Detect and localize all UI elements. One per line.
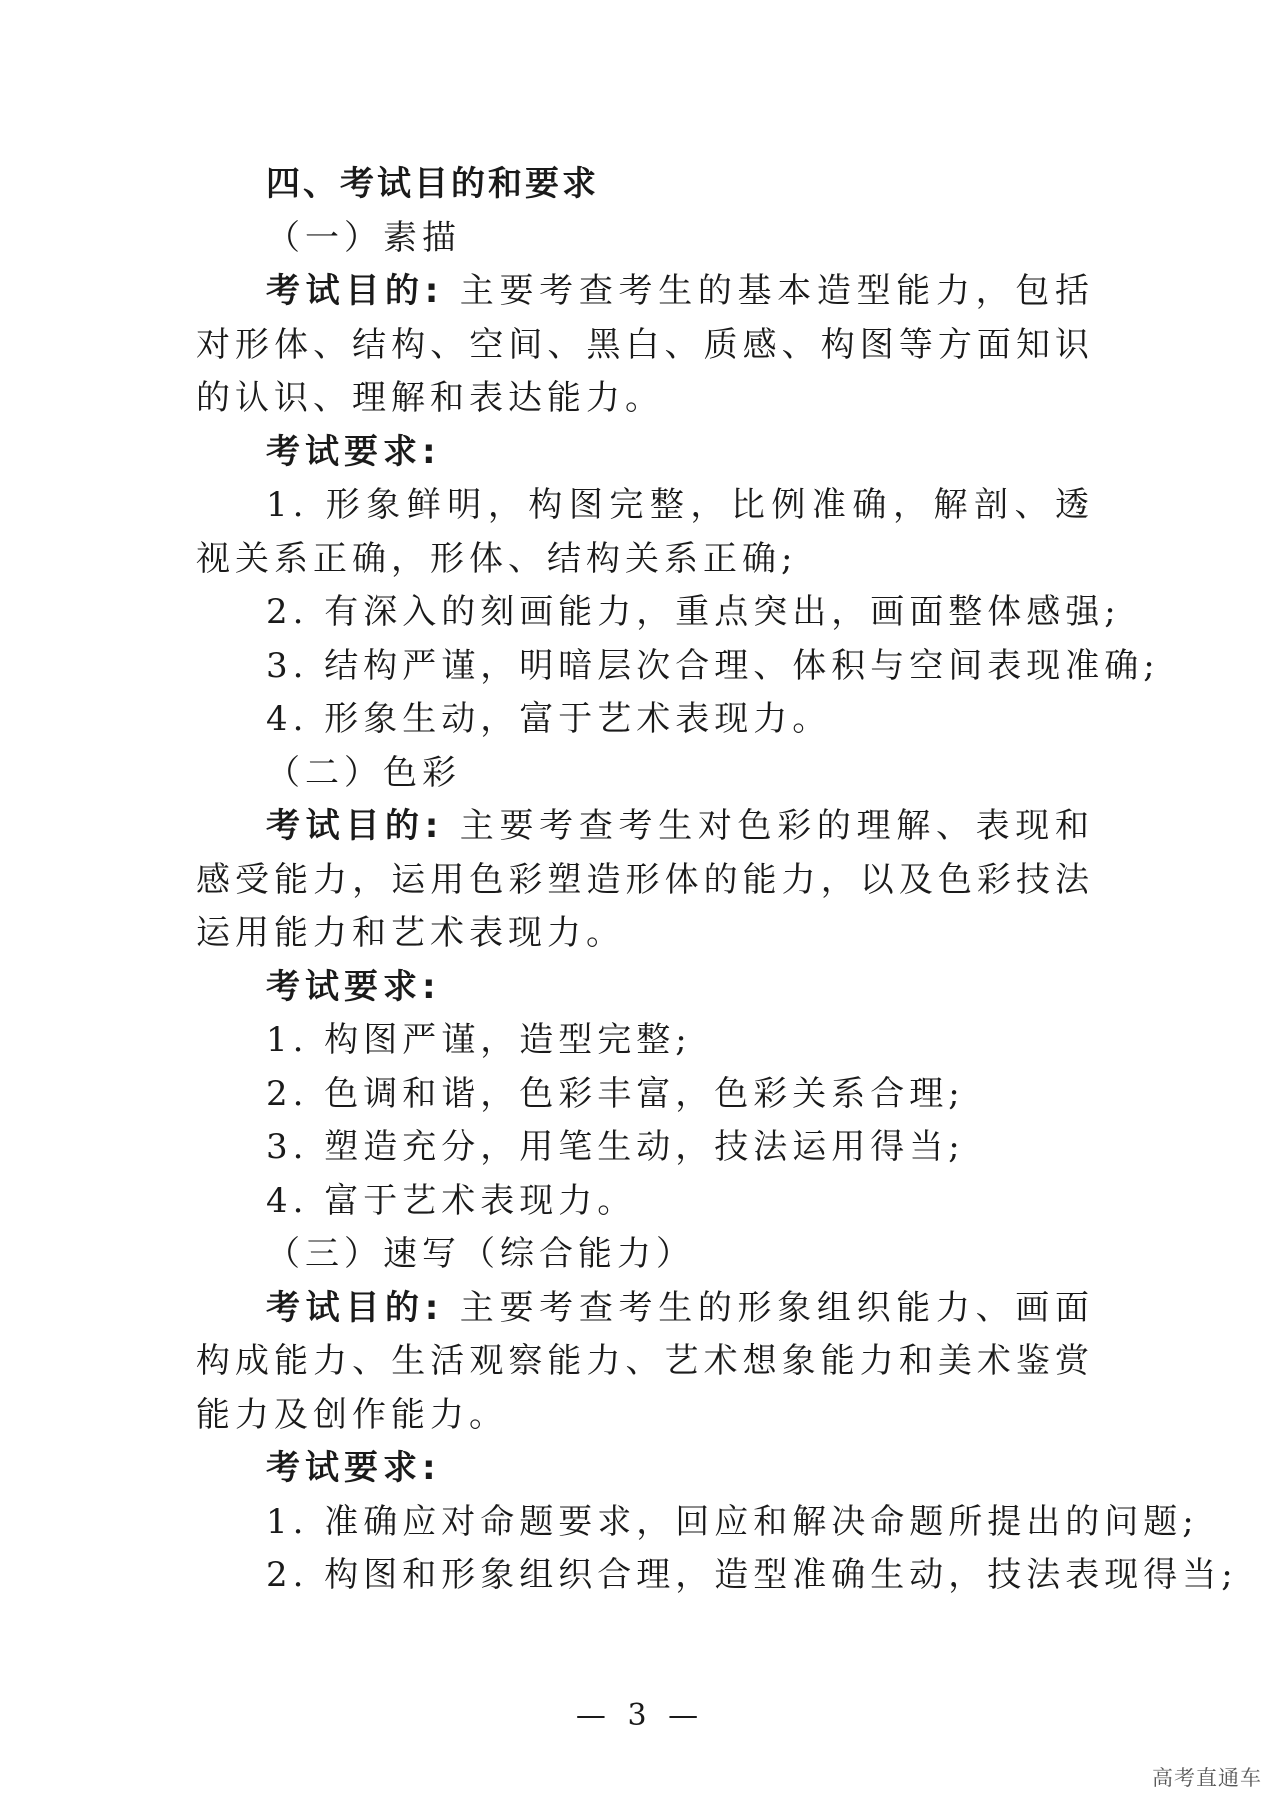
requirements-label-sketching: 考试要求: <box>266 1448 441 1488</box>
requirement-item: 2. 色调和谐，色彩丰富，色彩关系合理; <box>266 1073 965 1114</box>
purpose-label: 考试目的: <box>266 806 444 846</box>
watermark-text: 高考直通车 <box>1152 1766 1262 1790</box>
requirement-item: 4. 形象生动，富于艺术表现力。 <box>266 699 832 739</box>
requirement-item: 1. 构图严谨，造型完整; <box>266 1020 692 1060</box>
document-body <box>196 158 1238 1603</box>
purpose-text: 主要考查考生对色彩的理解、表现和感受能力，运用色彩塑造形体的能力，以及色彩技法运用能力和艺术表现力。 <box>196 806 1094 953</box>
requirement-item: 1. 准确应对命题要求，回应和解决命题所提出的问题; <box>266 1501 1199 1542</box>
requirements-label-color: 考试要求: <box>266 966 441 1007</box>
purpose-label: 考试目的: <box>266 271 444 311</box>
requirements-label-sketch: 考试要求: <box>266 431 441 472</box>
purpose-paragraph-sketching <box>196 1282 1094 1443</box>
requirement-item: 3. 结构严谨，明暗层次合理、体积与空间表现准确; <box>266 645 1160 686</box>
subsection-title-color: （二）色彩 <box>266 752 461 793</box>
subsection-title-sketching: （三）速写（综合能力） <box>266 1234 695 1274</box>
purpose-label: 考试目的: <box>266 1287 444 1328</box>
purpose-paragraph-color <box>196 800 1094 961</box>
requirement-item: 2. 有深入的刻画能力，重点突出，画面整体感强; <box>266 592 1121 632</box>
requirement-item: 2. 构图和形象组织合理，造型准确生动，技法表现得当; <box>266 1555 1238 1595</box>
subsection-title-sketch: （一）素描 <box>266 217 461 258</box>
purpose-text: 主要考查考生的基本造型能力，包括对形体、结构、空间、黑白、质感、构图等方面知识的认识、理解和表达能力。 <box>196 271 1094 418</box>
purpose-text: 主要考查考生的形象组织能力、画面构成能力、生活观察能力、艺术想象能力和美术鉴赏能力及创作能力。 <box>196 1287 1094 1435</box>
requirement-item: 1. 形象鲜明，构图完整，比例准确，解剖、透视关系正确，形体、结构关系正确; <box>196 485 1094 579</box>
page-number: — 3 — <box>575 1698 705 1733</box>
purpose-paragraph-sketch <box>196 265 1094 426</box>
requirement-item: 3. 塑造充分，用笔生动，技法运用得当; <box>266 1127 965 1167</box>
section-heading: 四、考试目的和要求 <box>266 164 599 204</box>
requirement-item: 4. 富于艺术表现力。 <box>266 1180 637 1221</box>
